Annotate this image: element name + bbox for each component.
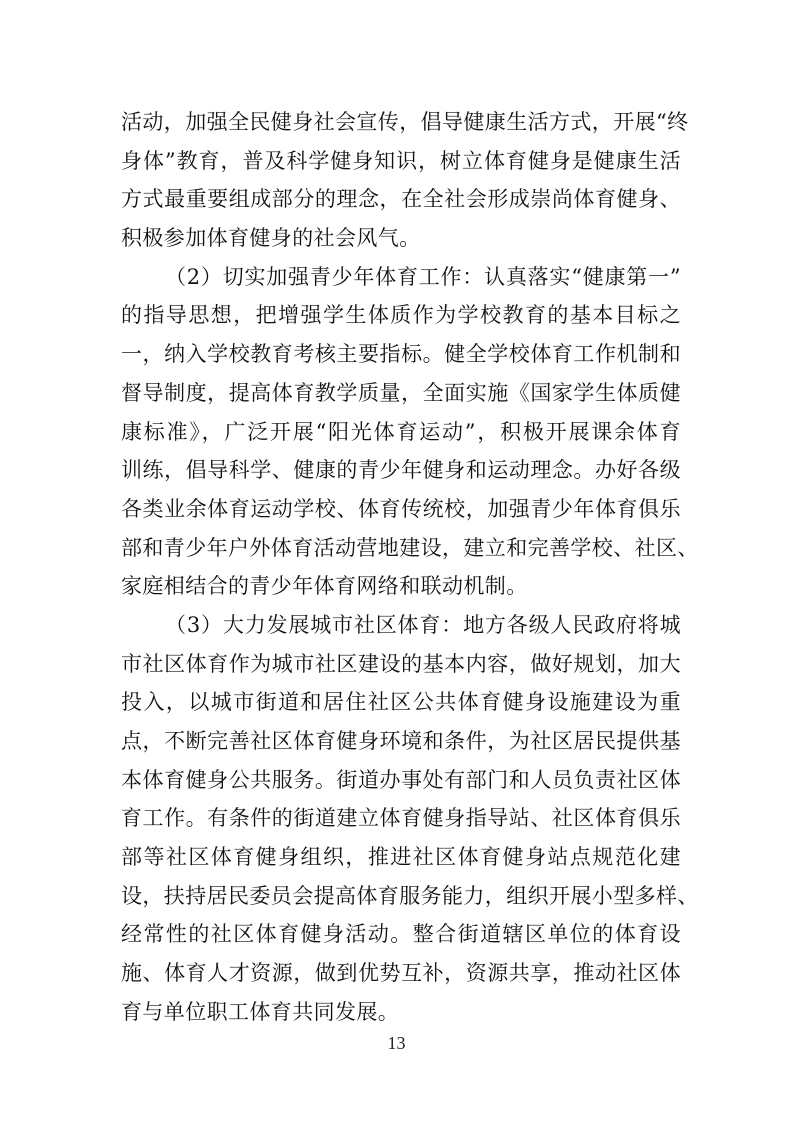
- paragraph-3-heading-line: （3）大力发展城市社区体育：地方各级人民政府将城: [165, 612, 681, 637]
- text-line: 部和青少年户外体育活动营地建设，建立和完善学校、社区、: [121, 535, 699, 560]
- text-line: 活动，加强全民健身社会宣传，倡导健康生活方式，开展“终: [121, 110, 689, 134]
- text-line: 方式最重要组成部分的理念，在全社会形成崇尚体育健身、: [121, 187, 681, 212]
- text-line: 身体”教育，普及科学健身知识，树立体育健身是健康生活: [121, 148, 681, 173]
- text-line: 一，纳入学校教育考核主要指标。健全学校体育工作机制和: [121, 342, 681, 367]
- page-number: 13: [387, 1033, 406, 1053]
- text-line: 积极参加体育健身的社会风气。: [121, 226, 421, 251]
- text-line: 设，扶持居民委员会提高体育服务能力，组织开展小型多样、: [121, 883, 699, 908]
- text-line: 投入，以城市街道和居住社区公共体育健身设施建设为重: [121, 690, 681, 715]
- text-line: 育工作。有条件的街道建立体育健身指导站、社区体育俱乐: [121, 806, 681, 831]
- text-line: 各类业余体育运动学校、体育传统校，加强青少年体育俱乐: [121, 496, 681, 521]
- text-line: 康标准》，广泛开展“阳光体育运动”，积极开展课余体育: [121, 419, 681, 444]
- text-line: 点，不断完善社区体育健身环境和条件，为社区居民提供基: [121, 729, 681, 753]
- text-line: 施、体育人才资源，做到优势互补，资源共享，推动社区体: [121, 961, 681, 986]
- paragraph-2-heading-line: （2）切实加强青少年体育工作：认真落实“健康第一”: [165, 264, 681, 289]
- text-line: 市社区体育作为城市社区建设的基本内容，做好规划，加大: [121, 651, 681, 676]
- text-line: 家庭相结合的青少年体育网络和联动机制。: [121, 574, 528, 599]
- text-line: 育与单位职工体育共同发展。: [121, 999, 400, 1024]
- text-line: 部等社区体育健身组织，推进社区体育健身站点规范化建: [121, 845, 681, 870]
- text-line: 本体育健身公共服务。街道办事处有部门和人员负责社区体: [121, 767, 681, 792]
- text-line: 的指导思想，把增强学生体质作为学校教育的基本目标之: [121, 303, 681, 328]
- text-line: 训练，倡导科学、健康的青少年健身和运动理念。办好各级: [121, 458, 681, 483]
- text-line: 经常性的社区体育健身活动。整合街道辖区单位的体育设: [121, 922, 681, 947]
- text-line: 督导制度，提高体育教学质量，全面实施《国家学生体质健: [121, 380, 681, 405]
- body-text: [121, 103, 699, 1032]
